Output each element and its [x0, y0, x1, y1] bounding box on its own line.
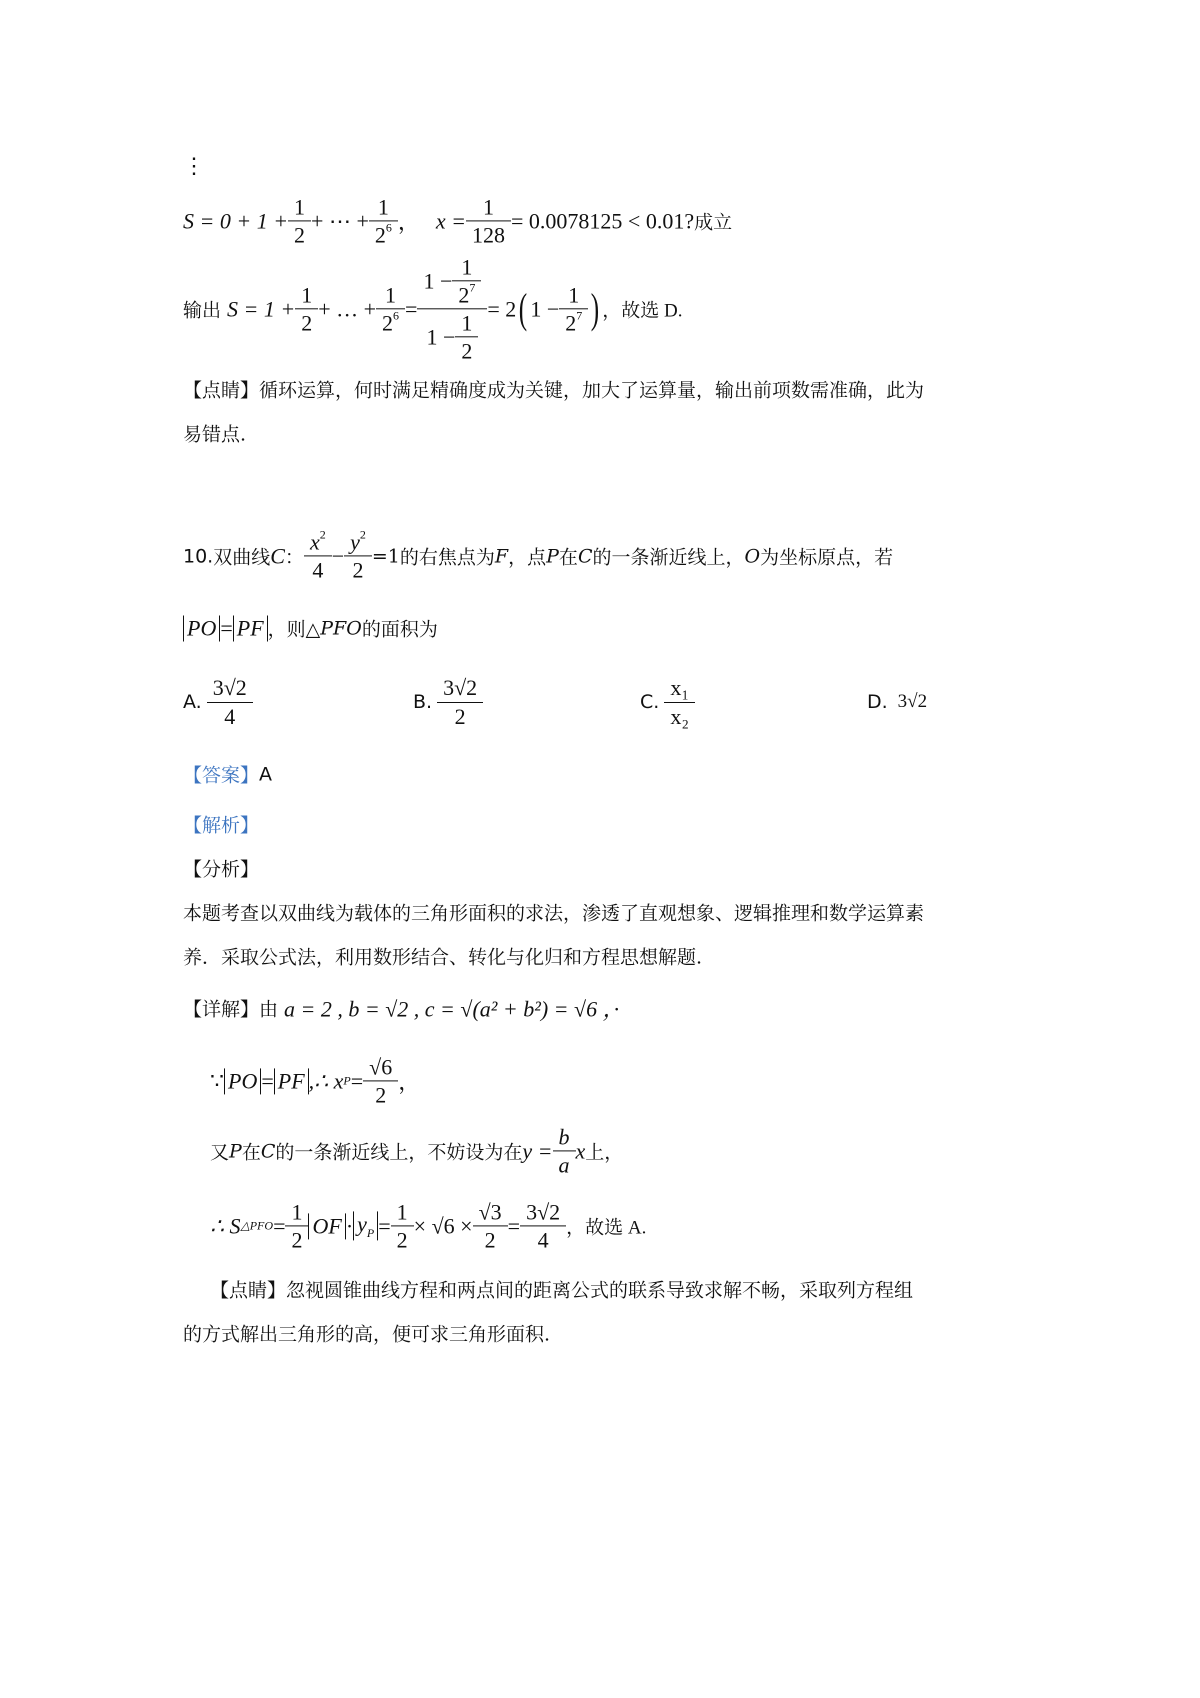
base: 2 — [565, 310, 577, 336]
option-a[interactable] — [183, 672, 253, 732]
math-var: x — [575, 1138, 586, 1163]
text: 成立 — [694, 212, 733, 234]
math-text: x = — [435, 208, 467, 233]
fenxi-text: 本题考查以双曲线为载体的三角形面积的求法，渗透了直观想象、逻辑推理和数学运算素 — [183, 902, 925, 925]
numerator: 3√2 — [212, 675, 247, 701]
note2-paragraph-cont: 的方式解出三角形的高，便可求三角形面积. — [183, 1323, 551, 1346]
numerator: 3√2 — [526, 1199, 561, 1225]
math-text: − — [331, 543, 345, 568]
math-text: = 2 — [487, 296, 517, 321]
text: ，故选 D. — [602, 300, 683, 322]
question-number: 10. — [183, 545, 214, 567]
math-text: = — [261, 1068, 274, 1093]
numerator: 1 — [483, 194, 495, 220]
denominator: 2 — [437, 702, 483, 728]
math-text: = — [350, 1068, 364, 1093]
numerator: $x^2$ — [309, 527, 326, 555]
compound-fraction — [420, 255, 484, 362]
numerator: 1 — [301, 282, 313, 308]
denominator: 4 — [207, 702, 253, 728]
numerator: 1 — [377, 194, 389, 220]
base: 2 — [458, 282, 470, 308]
math-text: =1 — [371, 545, 400, 567]
option-label: B. — [413, 691, 433, 713]
math-text: + … + — [318, 296, 377, 321]
text: 为坐标原点，若 — [760, 546, 894, 569]
abs-value — [183, 615, 220, 641]
numerator: $y^2$ — [350, 527, 366, 555]
option-d[interactable] — [867, 672, 927, 732]
analysis-label: 【解析】 — [183, 814, 260, 837]
numerator: 1 — [291, 1199, 303, 1225]
detail-line-2 — [210, 1055, 420, 1106]
detail-line-3 — [210, 1125, 623, 1176]
numerator: 1 — [568, 282, 580, 308]
denominator: a — [553, 1151, 576, 1177]
note-label: 【点睛】 — [183, 379, 260, 402]
math-text: PF — [236, 615, 264, 640]
fraction — [556, 1125, 573, 1176]
text: 的一条渐近线上，不妨设为在 — [275, 1141, 523, 1164]
option-value: 3√2 — [897, 691, 928, 712]
option-label: D. — [867, 691, 888, 713]
abs-value — [233, 615, 268, 641]
question-10-stem-cont — [183, 615, 438, 642]
base: 2 — [382, 310, 394, 336]
var: x — [309, 529, 320, 555]
note-paragraph — [183, 376, 924, 403]
text: ，则△ — [267, 618, 321, 641]
right-paren: ) — [591, 286, 600, 332]
math-text: a = 2 , b = √2 , c = √(a² + b²) = √6 ，· — [284, 996, 620, 1022]
option-b[interactable] — [413, 672, 483, 732]
math-text: y = — [522, 1138, 553, 1163]
fenxi-label: 【分析】 — [183, 858, 260, 881]
math-text: × √6 × — [413, 1213, 473, 1238]
math-text: ， — [398, 1069, 421, 1095]
math-text: S = 0 + 1 + — [183, 208, 289, 233]
detail-line-1 — [183, 993, 619, 1024]
fenxi-text-cont: 养．采取公式法，利用数形结合、转化与化归和方程思想解题. — [183, 946, 703, 969]
text: 上， — [585, 1141, 624, 1164]
exponent: 7 — [469, 280, 476, 295]
exponent: 7 — [576, 308, 583, 323]
denominator — [559, 309, 588, 335]
denominator: 4 — [520, 1226, 566, 1252]
denominator — [369, 221, 398, 247]
fraction — [288, 1200, 305, 1251]
math-text: = — [273, 1213, 286, 1238]
fraction — [458, 312, 475, 363]
numerator: 1 — [461, 310, 473, 336]
subscript: P — [343, 1073, 351, 1088]
math-text: · — [345, 1213, 354, 1238]
because-symbol: ∵ — [210, 1068, 224, 1093]
denominator — [376, 309, 405, 335]
vertical-ellipsis: ⋮ — [183, 153, 205, 178]
numerator: x₁ — [670, 675, 689, 701]
fraction — [562, 283, 585, 334]
abs-value: OF — [308, 1213, 345, 1239]
math-text: 1 − — [530, 296, 560, 321]
fraction — [210, 676, 250, 727]
text: 又 — [210, 1141, 230, 1164]
numerator: 1 — [294, 194, 306, 220]
abs-value: PF — [274, 1068, 309, 1094]
fraction — [440, 676, 480, 727]
denominator: 128 — [466, 221, 511, 247]
fraction — [379, 283, 402, 334]
math-text: PO — [187, 615, 217, 640]
fraction — [476, 1200, 505, 1251]
fraction — [307, 527, 329, 583]
output-formula-line — [183, 255, 682, 362]
text: 在 — [241, 1141, 261, 1164]
math-text: 1 − — [423, 268, 453, 294]
math-var: F — [494, 545, 509, 567]
math-text: = — [378, 1213, 391, 1238]
math-var: P — [229, 1140, 242, 1162]
math-var: C — [577, 545, 593, 567]
numerator: √6 — [369, 1054, 393, 1080]
denominator — [417, 309, 487, 363]
note-label: 【点睛】 — [210, 1279, 287, 1302]
denominator: 2 — [285, 1226, 308, 1252]
text: 由 — [259, 998, 279, 1021]
numerator: 1 — [385, 282, 397, 308]
math-text: = — [507, 1213, 521, 1238]
option-label: C. — [640, 691, 660, 713]
fraction — [394, 1200, 411, 1251]
option-c[interactable] — [640, 672, 695, 732]
math-text: 1 − — [426, 324, 456, 350]
math-text: = 0.0078125 < 0.01? — [511, 208, 695, 233]
fraction — [372, 195, 395, 246]
abs-value: PO — [224, 1068, 261, 1094]
numerator: b — [558, 1124, 570, 1150]
math-text: = — [405, 296, 418, 321]
detail-label: 【详解】 — [183, 998, 260, 1021]
numerator — [420, 255, 484, 308]
math-text: + ⋯ + — [311, 208, 369, 233]
numerator: 3√2 — [443, 675, 478, 701]
numerator: √3 — [478, 1199, 502, 1225]
note-text: 循环运算，何时满足精确度成为关键，加大了运算量，输出前项数需准确，此为 — [259, 379, 925, 402]
math-text: = — [220, 615, 233, 640]
question-10-stem — [183, 527, 894, 583]
numerator: 1 — [396, 1199, 408, 1225]
math-var: C — [260, 1140, 276, 1162]
denominator: 2 — [391, 1226, 414, 1252]
answer-value: A — [259, 763, 273, 785]
subscript: △PFO — [240, 1218, 274, 1233]
text: ，故选 A. — [566, 1217, 647, 1239]
numerator: 1 — [461, 254, 473, 280]
denominator: 2 — [363, 1081, 398, 1107]
text: 的一条渐近线上， — [592, 546, 745, 569]
detail-line-4 — [210, 1200, 646, 1251]
left-paren: ( — [519, 286, 528, 332]
denominator: 2 — [295, 309, 318, 335]
note-paragraph-cont — [183, 420, 246, 447]
math-var: P — [546, 545, 559, 567]
sum-formula-line — [183, 195, 732, 246]
answer-line — [183, 761, 272, 788]
subscript: P — [366, 1225, 375, 1240]
math-text: ,∴ x — [308, 1068, 344, 1093]
math-var: PFO — [320, 617, 362, 639]
fraction — [667, 676, 692, 727]
answer-options — [183, 672, 983, 732]
exponent: 6 — [393, 308, 400, 323]
note-text: 忽视圆锥曲线方程和两点间的距离公式的联系导致求解不畅，采取列方程组 — [286, 1279, 914, 1302]
fraction — [523, 1200, 563, 1251]
fraction — [469, 195, 508, 246]
fraction — [298, 283, 315, 334]
note2-paragraph — [210, 1276, 913, 1303]
exponent: 6 — [385, 220, 392, 235]
fraction — [366, 1055, 395, 1106]
answer-label: 【答案】 — [183, 764, 260, 787]
denominator: 4 — [304, 556, 332, 582]
text: ，点 — [508, 546, 547, 569]
text: 的右焦点为 — [399, 546, 495, 569]
fraction — [455, 255, 478, 306]
text: ： — [284, 546, 304, 569]
text: 的面积为 — [361, 618, 438, 641]
math-text: ， — [397, 209, 420, 235]
fraction — [291, 195, 308, 246]
denominator: 2 — [344, 556, 372, 582]
math-var: C — [270, 543, 285, 568]
text: 输出 — [183, 300, 222, 322]
text: 在 — [558, 546, 578, 569]
denominator: 2 — [473, 1226, 508, 1252]
denominator: 2 — [288, 221, 311, 247]
note-text: 易错点. — [183, 423, 247, 446]
denominator: 2 — [455, 337, 478, 363]
fraction — [347, 527, 369, 583]
math-text: ∴ S — [210, 1213, 241, 1238]
abs-value — [353, 1211, 378, 1240]
math-text: S = 1 + — [227, 296, 296, 321]
base: 2 — [374, 222, 386, 248]
option-label: A. — [183, 691, 202, 713]
math-var: O — [744, 545, 761, 567]
var: y — [350, 529, 360, 555]
denominator — [452, 280, 481, 306]
math-var: y — [357, 1211, 367, 1237]
text: 双曲线 — [213, 546, 271, 569]
denominator: x₂ — [664, 702, 695, 728]
